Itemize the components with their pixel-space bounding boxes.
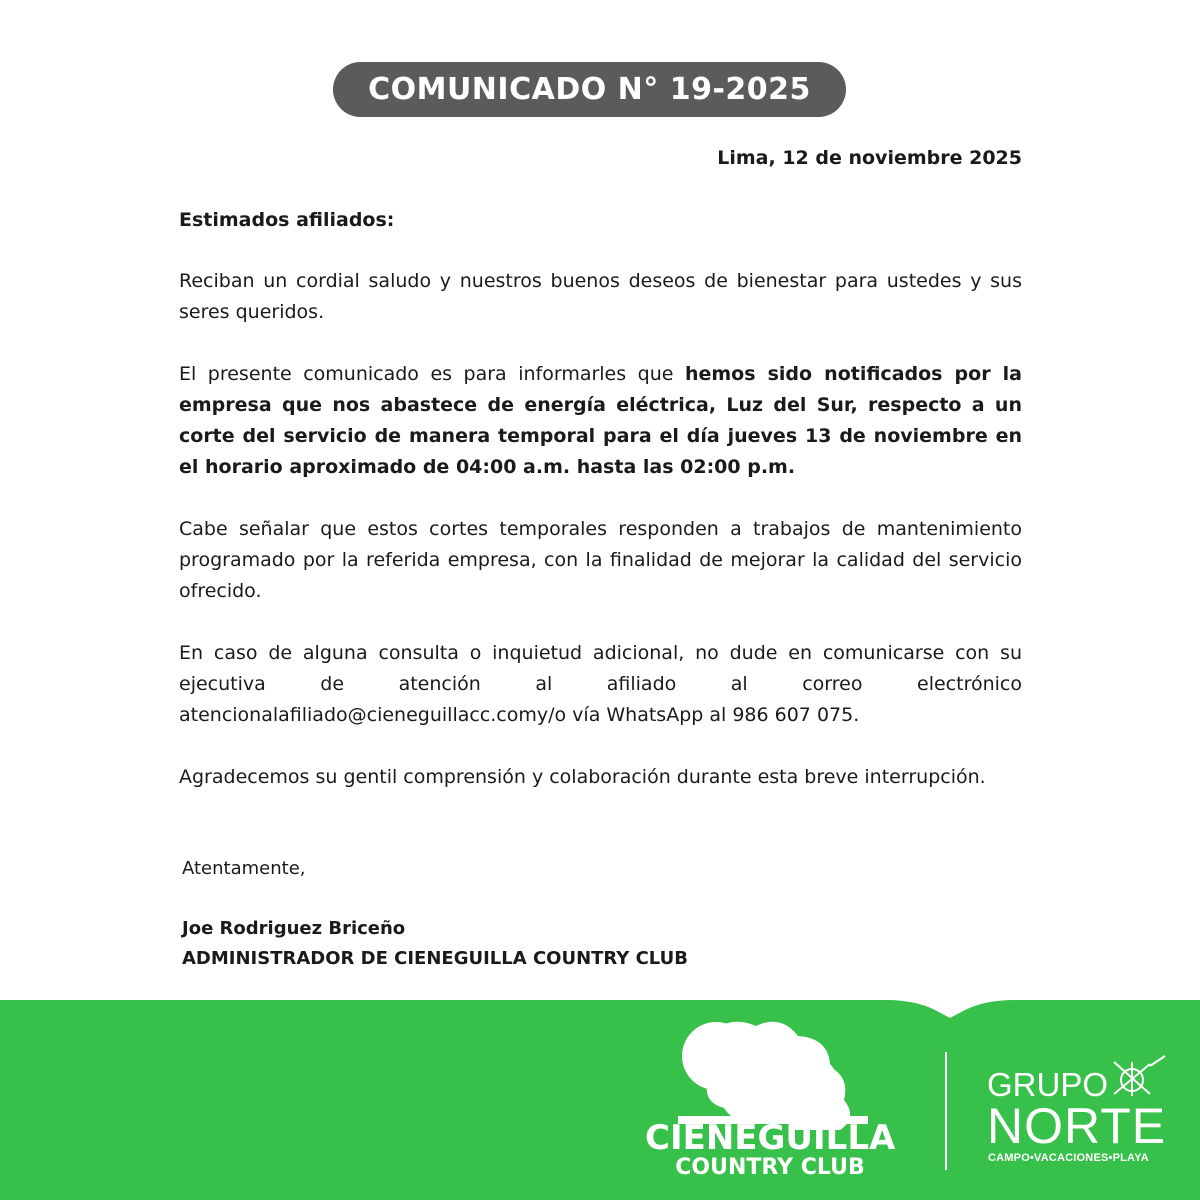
outage-details: hemos sido notificados por la empresa que nos abastece de energía eléctrica, Luz del Sur, respecto a un corte del servicio de manera temporal para el día jueves 13 de noviembre en el horario aproximado de 04:00 a.m. hasta las 02:00 p.m. [179,363,1022,478]
letter-date: Lima, 12 de noviembre 2025 [717,147,1022,169]
logo-divider [945,1052,947,1170]
paragraph-greeting-wishes: Reciban un cordial saludo y nuestros buenos deseos de bienestar para ustedes y sus seres queridos. [179,270,1022,323]
compass-star-icon [1110,1054,1170,1096]
letter-greeting: Estimados afiliados: [179,209,395,231]
paragraph-contact: En caso de alguna consulta o inquietud adicional, no dude en comunicarse con su ejecutiva de atención al afiliado al correo electrónico atencionalafiliado@cieneguillacc.comy/o vía WhatsApp al 986 607 075. [179,642,1022,726]
page-title-text: COMUNICADO N° 19-2025 [368,72,811,107]
letter-closing: Atentamente, [182,858,306,879]
cieneguilla-logo-sub: COUNTRY CLUB [675,1155,865,1180]
grupo-norte-logo-line1: GRUPO [987,1066,1109,1103]
paragraph-outage-notice [179,359,1022,483]
page-title [333,62,846,117]
outage-intro: El presente comunicado es para informarles que [179,363,685,385]
signer-role: ADMINISTRADOR DE CIENEGUILLA COUNTRY CLUB [182,948,688,969]
paragraph-thanks: Agradecemos su gentil comprensión y colaboración durante esta breve interrupción. [179,766,986,788]
grupo-norte-tagline: CAMPO•VACACIONES•PLAYA [988,1152,1149,1164]
cieneguilla-logo-name: CIENEGUILLA [645,1118,896,1158]
paragraph-maintenance: Cabe señalar que estos cortes temporales responden a trabajos de mantenimiento programado por la referida empresa, con la finalidad de mejorar la calidad del servicio ofrecido. [179,518,1022,602]
signer-name: Joe Rodriguez Briceño [182,918,406,939]
grupo-norte-logo-line2: NORTE [987,1098,1167,1154]
